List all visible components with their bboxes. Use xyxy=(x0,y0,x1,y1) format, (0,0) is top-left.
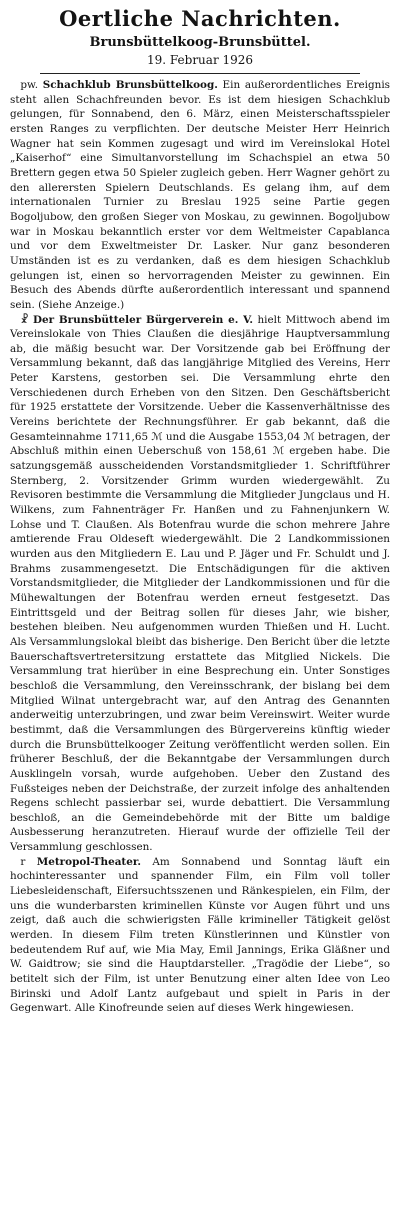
article-metropol-theater xyxy=(10,855,390,1016)
article-body: Am Sonnabend und Sonntag läuft ein hochinteressanter und spannender Film, ein Film voll toller Liebesleidenschaft, Eifersuchtsszenen und Ränkespielen, ein Film, der uns die wunderbarsten kriminellen Künste vor Augen führt und uns zeigt, daß auch die schwierigsten Fälle krimineller Tätigkeit gelöst werden. In diesem Film treten Künstlerinnen und Künstler von bedeutendem Ruf auf, wie Mia May, Emil Jannings, Erika Gläßner und W. Gaidtrow; sie sind die Hauptdarsteller. „Tragödie der Liebe“, so betitelt sich der Film, ist unter Benutzung einer alten Idee von Leo Birinski und Adolf Lantz aufgebaut und spielt in Paris in der Gegenwart. Alle Kinofreunde seien auf dieses Werk hingewiesen. xyxy=(10,855,390,1015)
article-chess-club xyxy=(10,78,390,313)
article-lead: Der Brunsbütteler Bürgerverein e. V. xyxy=(33,313,253,326)
article-lead: Schachklub Brunsbüttelkoog. xyxy=(42,79,218,91)
section-subtitle: Brunsbüttelkoog-Brunsbüttel. xyxy=(89,35,311,50)
article-marker: ☧ xyxy=(20,313,29,326)
section-title: Oertliche Nachrichten. xyxy=(59,6,341,31)
article-citizens-association xyxy=(10,313,390,855)
article-lead: Metropol-Theater. xyxy=(36,855,141,868)
article-marker: pw. xyxy=(20,79,39,91)
article-body: hielt Mittwoch abend im Vereinslokale von Thies Claußen die diesjährige Hauptversammlung ab, die mäßig besucht war. Der Vorsitzende gab bei Eröffnung der Versammlung bekannt, daß das langjährige Mitglied des Vereins, Herr Peter Karstens, gestorben sei. Die Versammlung ehrte den Verschiedenen durch Erheben von den Sitzen. Den Geschäftsbericht für 1925 erstattete der Vorsitzende. Ueber die Kassenverhältnisse des Vereins berichtete der Rechnungsführer. Er gab bekannt, daß die Gesamteinnahme 1711,65 ℳ und die Ausgabe 1553,04 ℳ betragen, der Abschluß mithin einen Ueberschuß von 158,61 ℳ ergeben habe. Die satzungsgemäß ausscheidenden Vorstandsmitglieder 1. Schriftführer Sternberg, 2. Vorsitzender Grimm wurden wiedergewählt. Zu Revisoren bestimmte die Versammlung die Mitglieder Jungclaus und H. Wilkens, zum Fahnenträger Fr. Hanßen und zu Fahnenjunkern W. Lohse und T. Claußen. Als Botenfrau wurde die schon mehrere Jahre amtierende Frau Oldeseft wiedergewählt. Die 2 Landkommissionen wurden aus den Mitgliedern E. Lau und P. Jäger und Fr. Schuldt und J. Brahms zusammengesetzt. Die Entschädigungen für die aktiven Vorstandsmitglieder, die Mitglieder der Landkommissionen und für die Mühewaltungen der Botenfrau werden erneut festgesetzt. Das Eintrittsgeld und der Beitrag sollen für dieses Jahr, wie bisher, bestehen bleiben. Neu aufgenommen wurden Thießen und H. Lucht. Als Versammlungslokal bleibt das bisherige. Den Bericht über die letzte Bauerschaftsvertretersitzung erstattete das Mitglied Nickels. Die Versammlung trat hierüber in eine Besprechung ein. Unter Sonstiges beschloß die Versammlung, den Vereinsschrank, der bislang bei dem Mitglied Wilnat untergebracht war, auf den Antrag des Genannten anderweitig unterzubringen, und zwar beim Vereinswirt. Weiter wurde bestimmt, daß die Versammlungen des Bürgervereins künftig wieder durch die Brunsbüttelkooger Zeitung veröffentlicht werden sollen. Ein früherer Beschluß, der die Bekanntgabe der Versammlungen durch Ausklingeln vorsah, wurde aufgehoben. Ueber den Zustand des Fußsteiges neben der Deichstraße, der zurzeit infolge des anhaltenden Regens schlecht passierbar sei, wurde debattiert. Die Versammlung beschloß, an die Gemeindebehörde mit der Bitte um baldige Ausbesserung heranzutreten. Hierauf wurde der offizielle Teil der Versammlung geschlossen. xyxy=(10,313,390,854)
dateline: 19. Februar 1926 xyxy=(146,53,254,67)
header-divider xyxy=(40,73,360,74)
article-body: Ein außerordentliches Ereignis steht allen Schachfreunden bevor. Es ist dem hiesigen Schachklub gelungen, für Sonnabend, den 6. März, einen Meisterschaftsspieler ersten Ranges zu verpflichten. Der deutsche Meister Herr Heinrich Wagner hat sein Kommen zugesagt und wird im Vereinslokal Hotel „Kaiserhof“ eine Simultanvorstellung im Schachspiel an etwa 50 Brettern gegen etwa 50 Spieler zugleich geben. Herr Wagner gehört zu den allerersten Spielern Deutschlands. Es gelang ihm, auf dem internationalen Turnier zu Breslau 1925 seine Partie gegen Bogoljubow, den großen Sieger von Moskau, zu gewinnen. Bogoljubow war in Moskau bekanntlich erster vor dem Weltmeister Capablanca und vor dem Exweltmeister Dr. Lasker. Nur ganz besonderen Umständen ist es zu verdanken, daß es dem hiesigen Schachklub gelungen ist, einen so hervorragenden Meister zu gewinnen. Ein Besuch des Abends dürfte außerordentlich interessant und spannend sein. (Siehe Anzeige.) xyxy=(10,79,391,311)
article-marker: r xyxy=(20,855,26,868)
